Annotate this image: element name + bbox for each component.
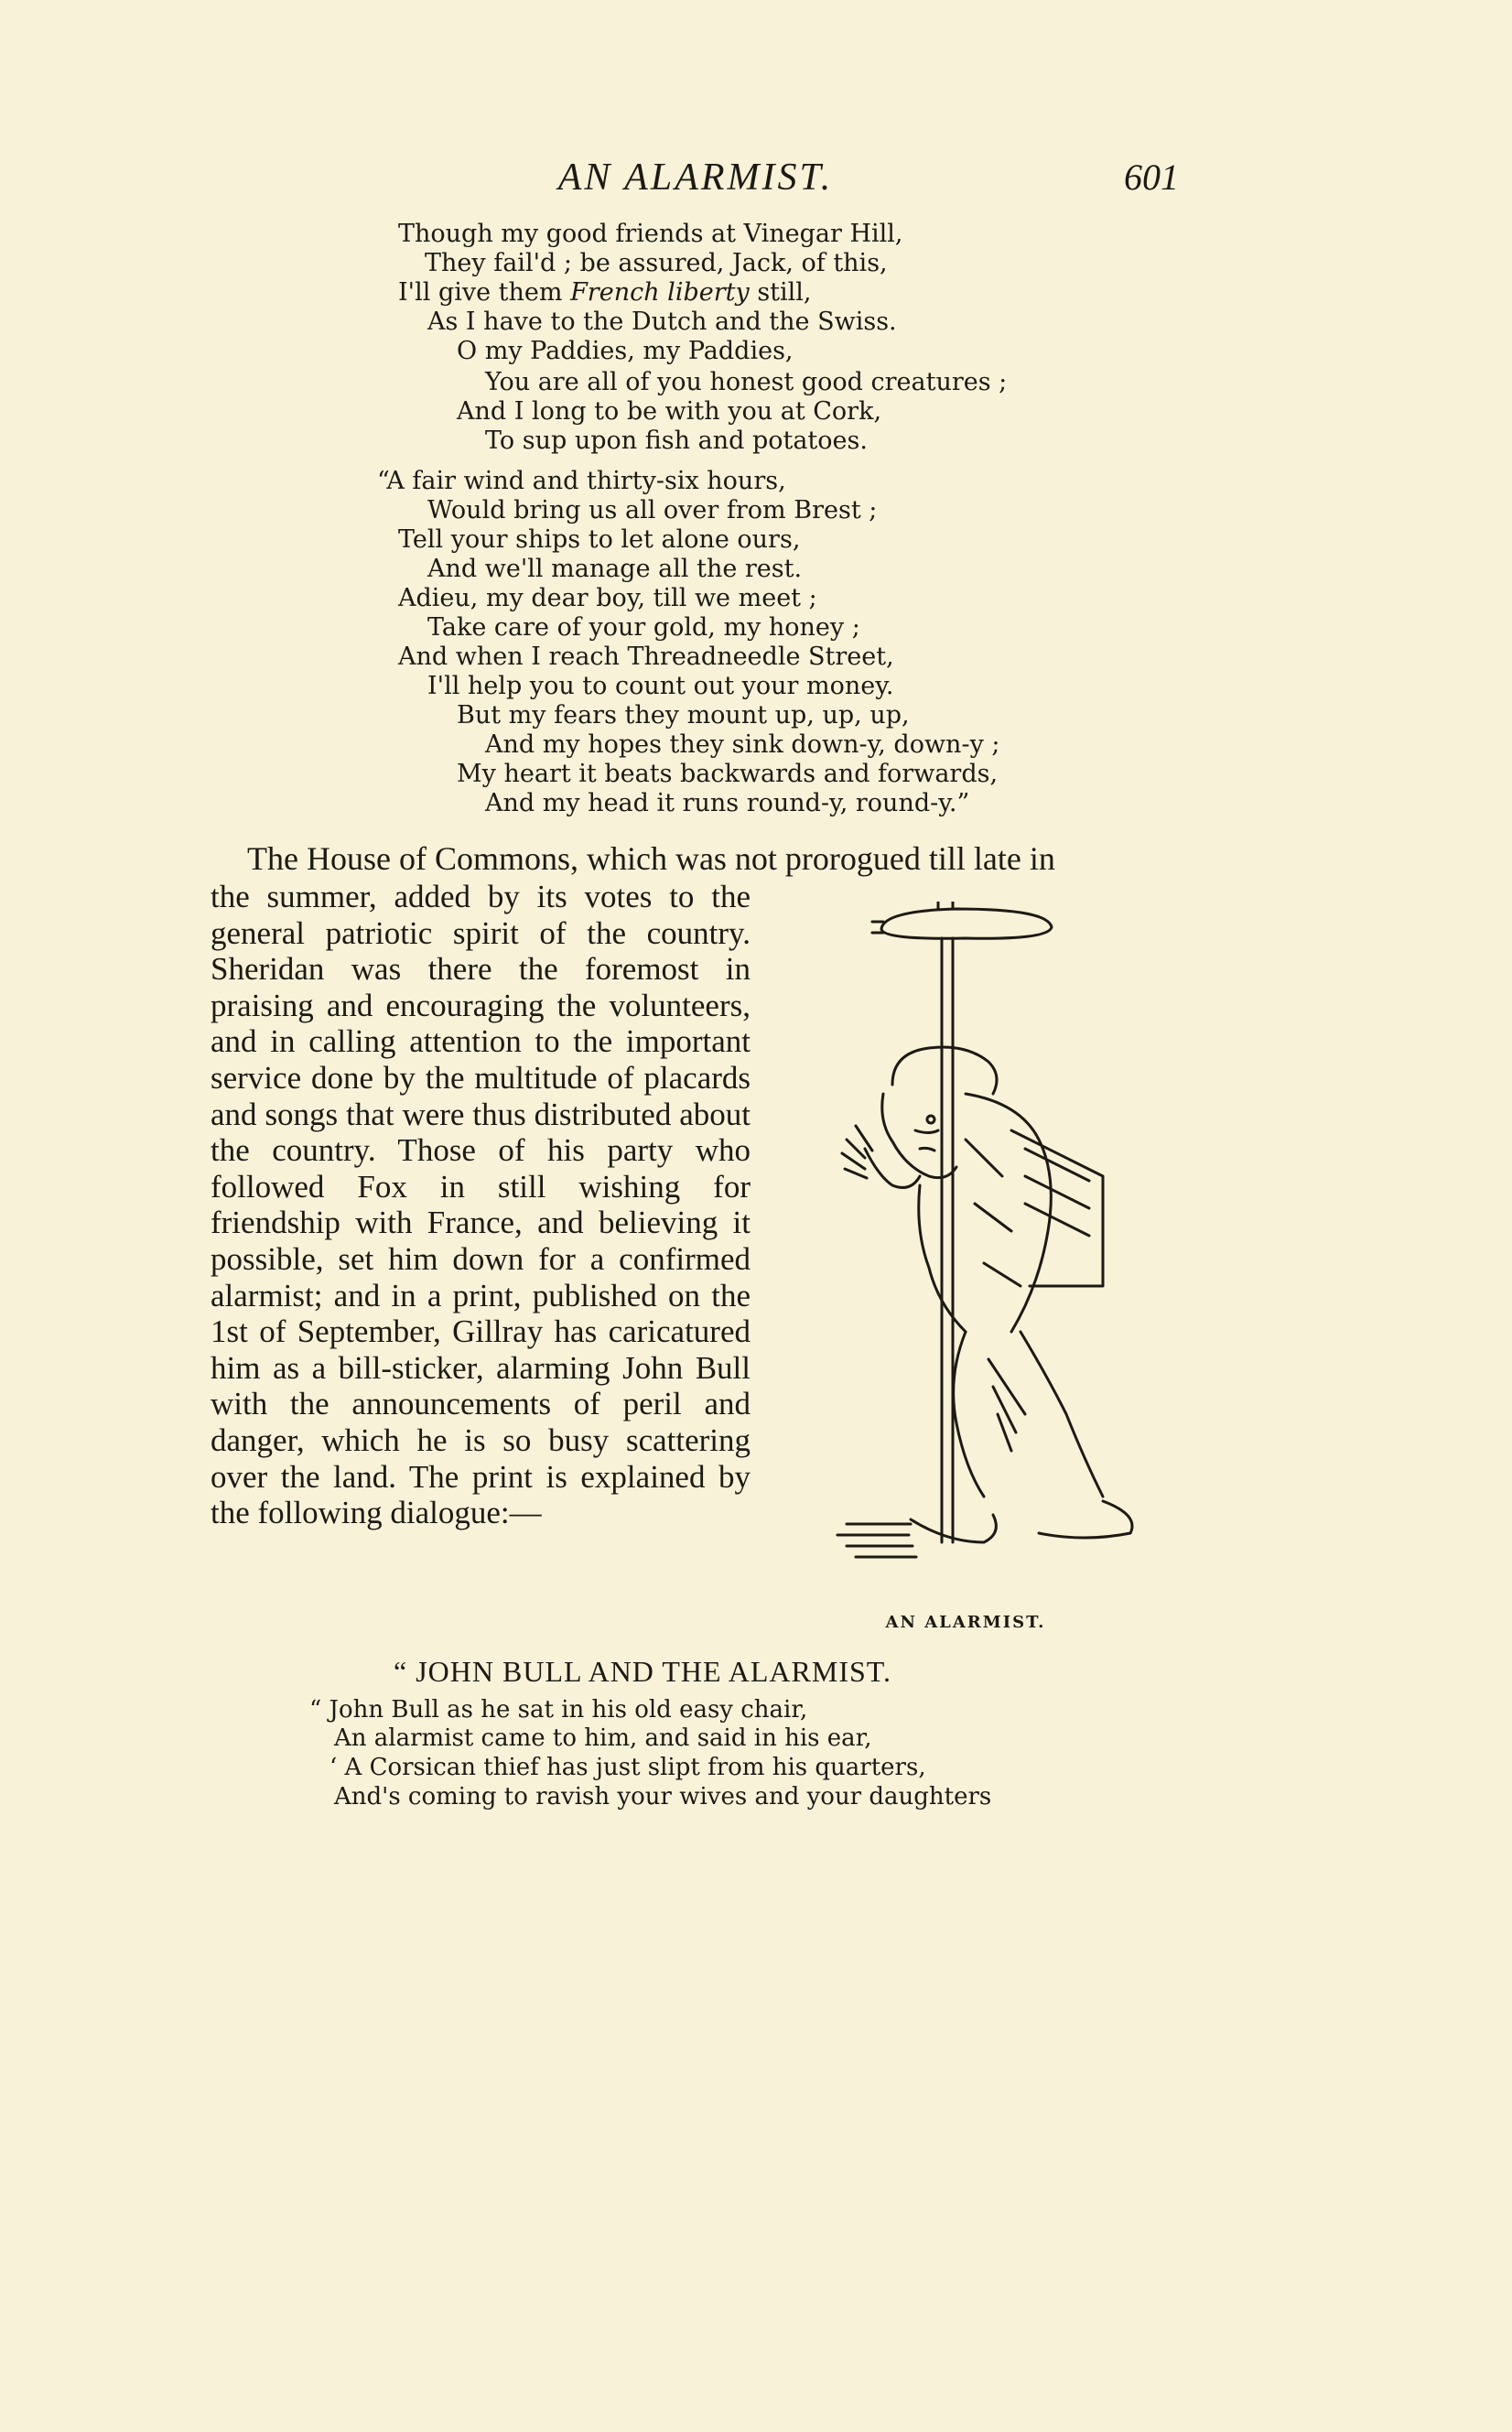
- dialogue-title: “ JOHN BULL AND THE ALARMIST.: [394, 1655, 891, 1688]
- verse-line: You are all of you honest good creatures ;: [485, 368, 1008, 396]
- verse-line: Take care of your gold, my honey ;: [427, 613, 860, 642]
- illustration-caption: AN ALARMIST.: [885, 1613, 1046, 1632]
- verse-line: And we'll manage all the rest.: [427, 555, 803, 583]
- verse-line: I'll help you to count out your money.: [427, 672, 894, 700]
- verse-line: I'll give them French liberty still,: [398, 278, 812, 307]
- paragraph-first-line: The House of Commons, which was not prorogued till late in: [247, 840, 1055, 877]
- verse-line: My heart it beats backwards and forwards,: [457, 760, 999, 788]
- verse-line: To sup upon fish and potatoes.: [485, 427, 868, 455]
- verse-line: But my fears they mount up, up, up,: [457, 701, 910, 730]
- verse-line: Adieu, my dear boy, till we meet ;: [398, 584, 817, 612]
- page-number: 601: [1124, 157, 1179, 198]
- dialogue-line: An alarmist came to him, and said in his ear,: [334, 1724, 872, 1752]
- dialogue-line: ‘ A Corsican thief has just slipt from his quarters,: [329, 1754, 926, 1781]
- paragraph-body: the summer, added by its votes to the general patriotic spirit of the country. Sheridan was there the foremost in praising and encouraging the volunteers, and in calling attention to the important service done by the multitude of placards and songs that were thus distributed about the country. Those of his party who followed Fox in still wishing for friendship with France, and believing it possible, set him down for a confirmed alarmist; and in a print, published on the 1st of September, Gillray has caricatured him as a bill-sticker, alarming John Bull with the announcements of peril and danger, which he is so busy scattering over the land. The print is explained by the following dialogue:—: [211, 879, 751, 1531]
- running-title: AN ALARMIST.: [557, 157, 834, 199]
- verse-line: As I have to the Dutch and the Swiss.: [427, 308, 897, 336]
- verse-line: And I long to be with you at Cork,: [457, 397, 882, 426]
- italic-phrase: French liberty: [570, 278, 750, 307]
- alarmist-illustration: [828, 902, 1149, 1597]
- verse-line: And my head it runs round-y, round-y.”: [485, 789, 970, 817]
- verse-line: They fail'd ; be assured, Jack, of this,: [425, 249, 888, 277]
- verse-line: Would bring us all over from Brest ;: [427, 496, 878, 524]
- verse-line: “A fair wind and thirty-six hours,: [377, 467, 786, 495]
- verse-line: Though my good friends at Vinegar Hill,: [398, 220, 903, 248]
- dialogue-line: “ John Bull as he sat in his old easy chair,: [309, 1696, 808, 1724]
- dialogue-line: And's coming to ravish your wives and your daughters: [334, 1783, 992, 1810]
- verse-line: Tell your ships to let alone ours,: [398, 525, 801, 554]
- verse-line: O my Paddies, my Paddies,: [457, 337, 794, 365]
- verse-line: And when I reach Threadneedle Street,: [398, 643, 894, 671]
- verse-line: And my hopes they sink down-y, down-y ;: [485, 730, 1000, 759]
